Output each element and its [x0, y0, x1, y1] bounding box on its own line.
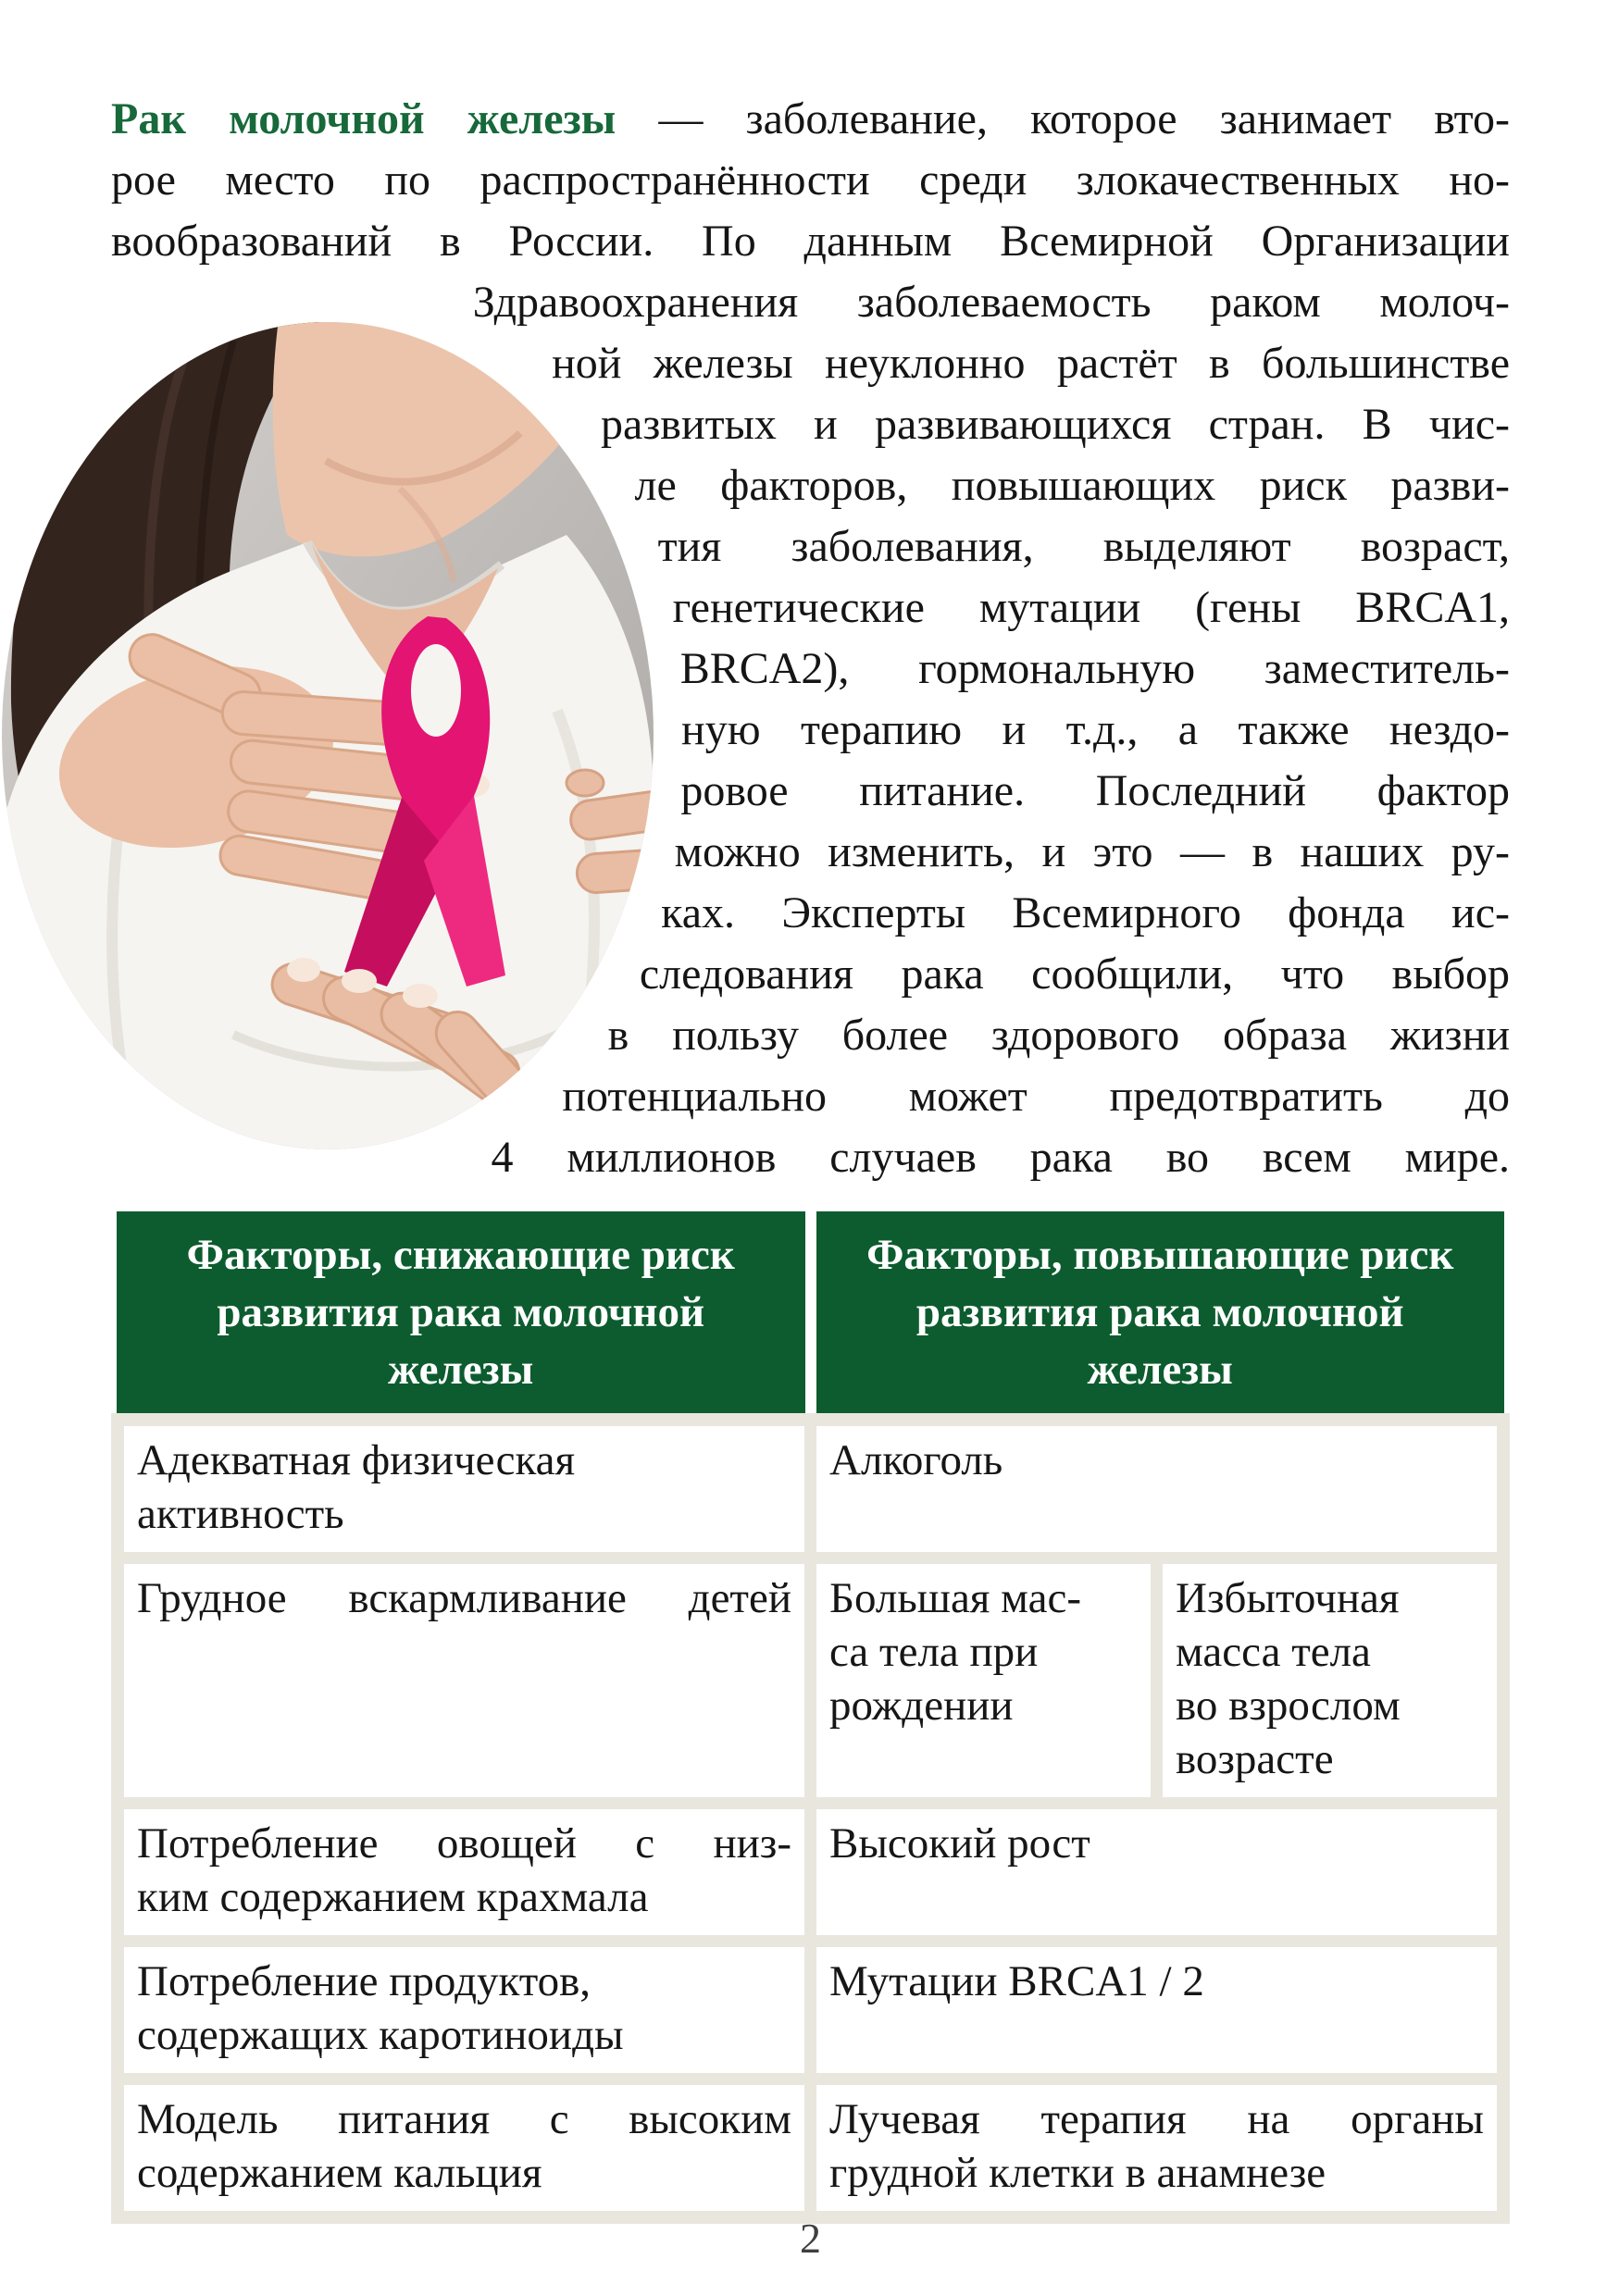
cell-line: Мутации BRCA1 / 2: [829, 1957, 1204, 2005]
cell-line: Потребление овощей с низ-: [137, 1819, 791, 1868]
intro-line: Здравоохранения заболеваемость раком молоч-: [472, 278, 1510, 327]
risk-factors-table: [111, 1211, 1510, 2224]
intro-lead-phrase: Рак молочной железы: [111, 94, 616, 143]
table-cell: [816, 2085, 1497, 2211]
cell-line: Избыточная: [1176, 1574, 1400, 1622]
cell-line: Высокий рост: [829, 1819, 1090, 1868]
table-cell: [124, 2085, 804, 2211]
table-cell: [1163, 1564, 1497, 1797]
intro-line: ле факторов, повышающих риск разви-: [634, 461, 1510, 510]
intro-paragraph: [111, 89, 1510, 1188]
cell-line: Грудное вскармливание детей: [137, 1574, 791, 1622]
cell-line: Потребление продуктов,: [137, 1957, 592, 2005]
intro-line: можно изменить, и это — в наших ру-: [674, 827, 1510, 876]
cell-line: Алкоголь: [829, 1436, 1003, 1484]
table-cell: [124, 1564, 804, 1797]
cell-line: содержащих каротиноиды: [137, 2011, 624, 2059]
intro-line: ную терапию и т.д., а также нездо-: [681, 705, 1510, 754]
intro-line: вообразований в России. По данным Всемирной Организации: [111, 217, 1510, 266]
cell-line: активность: [137, 1490, 344, 1538]
table-cell: [124, 1426, 804, 1552]
table-header-increasing-risk: Факторы, повышающие риск развития рака молочной железы: [816, 1211, 1505, 1413]
table-header-row: [117, 1211, 1504, 1413]
intro-line: в пользу более здорового образа жизни: [607, 1011, 1510, 1060]
table-row: [124, 1947, 1497, 2073]
table-row: [124, 1564, 1497, 1797]
table-row: [124, 2085, 1497, 2211]
intro-line: развитых и развивающихся стран. В чис-: [601, 400, 1510, 449]
cell-line: рождении: [829, 1682, 1014, 1730]
intro-line: следования рака сообщили, что выбор: [639, 949, 1510, 999]
intro-line: тия заболевания, выделяют возраст,: [657, 522, 1510, 571]
table-body: [111, 1413, 1510, 2224]
cell-line: Модель питания с высоким: [137, 2095, 791, 2143]
intro-line: [111, 89, 1510, 150]
intro-line: генетические мутации (гены BRCA1,: [672, 583, 1510, 632]
table-row: [124, 1426, 1497, 1552]
intro-line: ках. Эксперты Всемирного фонда ис-: [661, 888, 1510, 937]
cell-line: ким содержанием крахмала: [137, 1873, 649, 1921]
cell-line: Адекватная физическая: [137, 1436, 576, 1484]
breast-cancer-awareness-photo: [2, 322, 654, 1149]
intro-line: 4 миллионов случаев рака во всем мире.: [491, 1133, 1510, 1182]
cell-line: во взрослом: [1176, 1682, 1401, 1730]
table-cell: [816, 1947, 1497, 2073]
cell-line: грудной клетки в анамнезе: [829, 2149, 1326, 2197]
intro-line-text: — заболевание, которое занимает вто-: [616, 94, 1511, 143]
cell-line: масса тела: [1176, 1628, 1371, 1676]
table-header-decreasing-risk: Факторы, снижающие риск развития рака молочной железы: [117, 1211, 805, 1413]
intro-line: ровое питание. Последний фактор: [680, 766, 1510, 815]
intro-line: ной железы неуклонно растёт в большинстве: [552, 339, 1510, 388]
pink-ribbon-photo-art: [2, 322, 654, 1149]
table-cell: [124, 1947, 804, 2073]
page-number: 2: [800, 2215, 821, 2262]
cell-line: Большая мас-: [829, 1574, 1081, 1622]
cell-line: Лучевая терапия на органы: [829, 2095, 1484, 2143]
intro-line: BRCA2), гормональную заместитель-: [679, 644, 1510, 693]
intro-line: потенциально может предотвратить до: [562, 1072, 1510, 1121]
cell-line: содержанием кальция: [137, 2149, 542, 2197]
intro-line: рое место по распространённости среди злокачественных но-: [111, 155, 1510, 205]
table-cell: [124, 1809, 804, 1935]
table-cell: [816, 1564, 1151, 1797]
table-row: [124, 1809, 1497, 1935]
table-cell: [816, 1426, 1497, 1552]
table-cell: [816, 1809, 1497, 1935]
cell-line: возрасте: [1176, 1735, 1334, 1783]
cell-line: са тела при: [829, 1628, 1039, 1676]
